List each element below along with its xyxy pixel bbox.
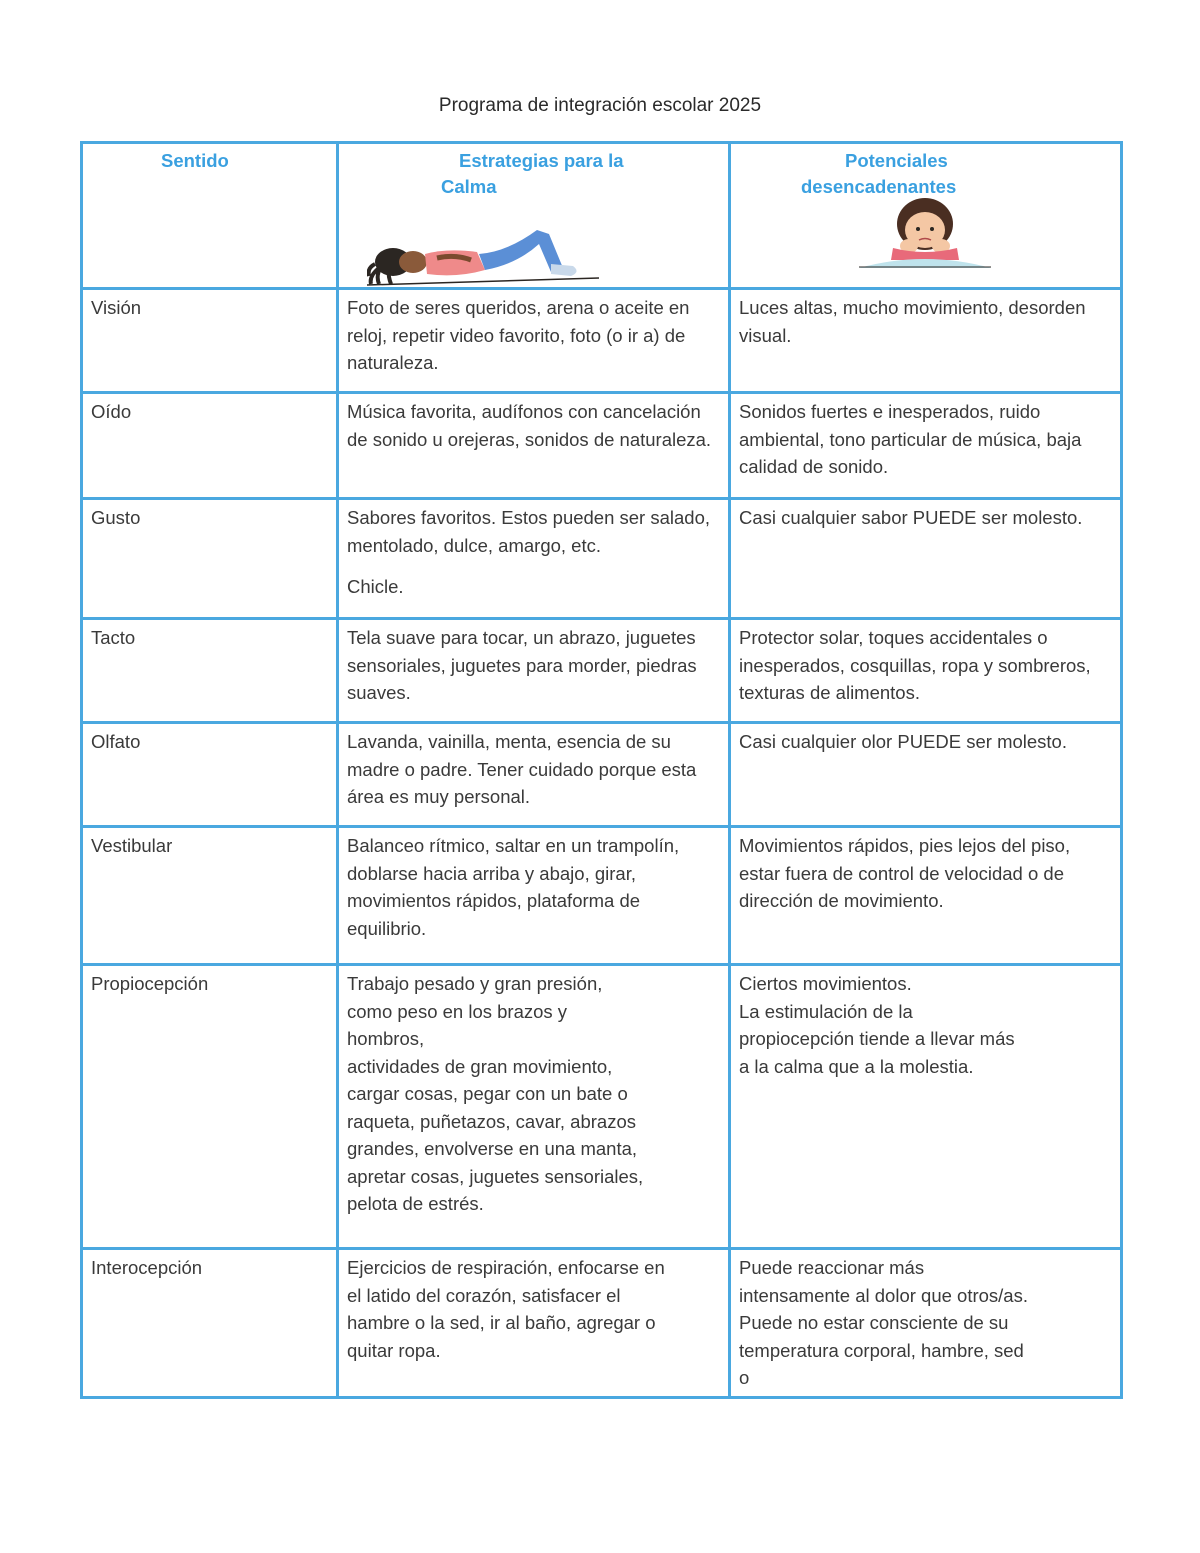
calm-cell [338, 827, 730, 965]
triggers-cell [730, 723, 1122, 827]
sense-cell: Tacto [82, 619, 338, 723]
table-row [82, 393, 1122, 499]
triggers-cell [730, 499, 1122, 619]
calm-text: Lavanda, vainilla, menta, esencia de su madre o padre. Tener cuidado porque esta área es muy personal. [347, 731, 697, 807]
page-title: Programa de integración escolar 2025 [438, 95, 762, 116]
upset-child-illustration [855, 196, 995, 268]
header-sense-cell [82, 143, 338, 289]
calm-cell [338, 393, 730, 499]
calm-cell [338, 619, 730, 723]
table-row [82, 827, 1122, 965]
table-row [82, 723, 1122, 827]
header-triggers-cell [730, 143, 1122, 289]
triggers-text: Protector solar, toques accidentales o inesperados, cosquillas, ropa y sombreros, texturas de alimentos. [739, 627, 1091, 703]
calm-cell [338, 965, 730, 1249]
triggers-text: Puede reaccionar más intensamente al dolor que otros/as. Puede no estar consciente de su temperatura corporal, hambre, sed o [739, 1257, 1028, 1388]
table-row [82, 619, 1122, 723]
header-calm-cell [338, 143, 730, 289]
sense-cell: Propiocepción [82, 965, 338, 1249]
calm-text: Ejercicios de respiración, enfocarse en el latido del corazón, satisfacer el hambre o la sed, ir al baño, agregar o quitar ropa. [347, 1257, 665, 1361]
calm-text: Sabores favoritos. Estos pueden ser salado, mentolado, dulce, amargo, etc. [347, 507, 711, 556]
triggers-cell [730, 619, 1122, 723]
table-row [82, 1249, 1122, 1398]
lying-child-illustration [367, 224, 617, 286]
calm-cell [338, 289, 730, 393]
calm-text: Tela suave para tocar, un abrazo, juguetes sensoriales, juguetes para morder, piedras suaves. [347, 627, 697, 703]
table-row [82, 499, 1122, 619]
sense-cell: Oído [82, 393, 338, 499]
sense-cell: Vestibular [82, 827, 338, 965]
triggers-text: Luces altas, mucho movimiento, desorden visual. [739, 297, 1086, 346]
triggers-cell [730, 393, 1122, 499]
calm-text: Chicle. [347, 576, 404, 597]
sense-cell: Olfato [82, 723, 338, 827]
sense-cell: Interocepción [82, 1249, 338, 1398]
calm-cell [338, 1249, 730, 1398]
triggers-cell [730, 965, 1122, 1249]
calm-text: Música favorita, audífonos con cancelación de sonido u orejeras, sonidos de naturaleza. [347, 401, 712, 450]
header-sense: Sentido [161, 150, 229, 171]
table-row [82, 289, 1122, 393]
sense-cell: Visión [82, 289, 338, 393]
calm-text: Balanceo rítmico, saltar en un trampolín, doblarse hacia arriba y abajo, girar, movimientos rápidos, plataforma de equilibrio. [347, 835, 680, 939]
triggers-cell [730, 827, 1122, 965]
header-triggers-line2: desencadenantes [801, 176, 957, 197]
calm-cell [338, 499, 730, 619]
header-triggers-line1: Potenciales [845, 150, 948, 171]
calm-cell [338, 723, 730, 827]
header-calm-line1: Estrategias para la [459, 150, 624, 171]
triggers-text: La estimulación de la propiocepción tiende a llevar más a la calma que a la molestia. [739, 1000, 1015, 1077]
header-row [82, 143, 1122, 289]
calm-text: actividades de gran movimiento, cargar cosas, pegar con un bate o raqueta, puñetazos, cavar, abrazos grandes, envolverse en una manta, apretar cosas, juguetes sensoriales, pelota de estrés. [347, 1055, 644, 1214]
triggers-text: Sonidos fuertes e inesperados, ruido ambiental, tono particular de música, baja calidad de sonido. [739, 401, 1082, 477]
triggers-text: Ciertos movimientos. [739, 973, 912, 994]
triggers-text: Movimientos rápidos, pies lejos del piso, estar fuera de control de velocidad o de dirección de movimiento. [739, 835, 1071, 911]
triggers-cell [730, 289, 1122, 393]
triggers-text: Casi cualquier olor PUEDE ser molesto. [739, 731, 1067, 752]
triggers-cell [730, 1249, 1122, 1398]
triggers-text: Casi cualquier sabor PUEDE ser molesto. [739, 507, 1083, 528]
table-row [82, 965, 1122, 1249]
calm-text: Trabajo pesado y gran presión, como peso en los brazos y hombros, [347, 973, 603, 1049]
header-calm-line2: Calma [441, 176, 497, 197]
sensory-table [80, 141, 1123, 1399]
sense-cell: Gusto [82, 499, 338, 619]
calm-text: Foto de seres queridos, arena o aceite en reloj, repetir video favorito, foto (o ir a) de naturaleza. [347, 297, 690, 373]
